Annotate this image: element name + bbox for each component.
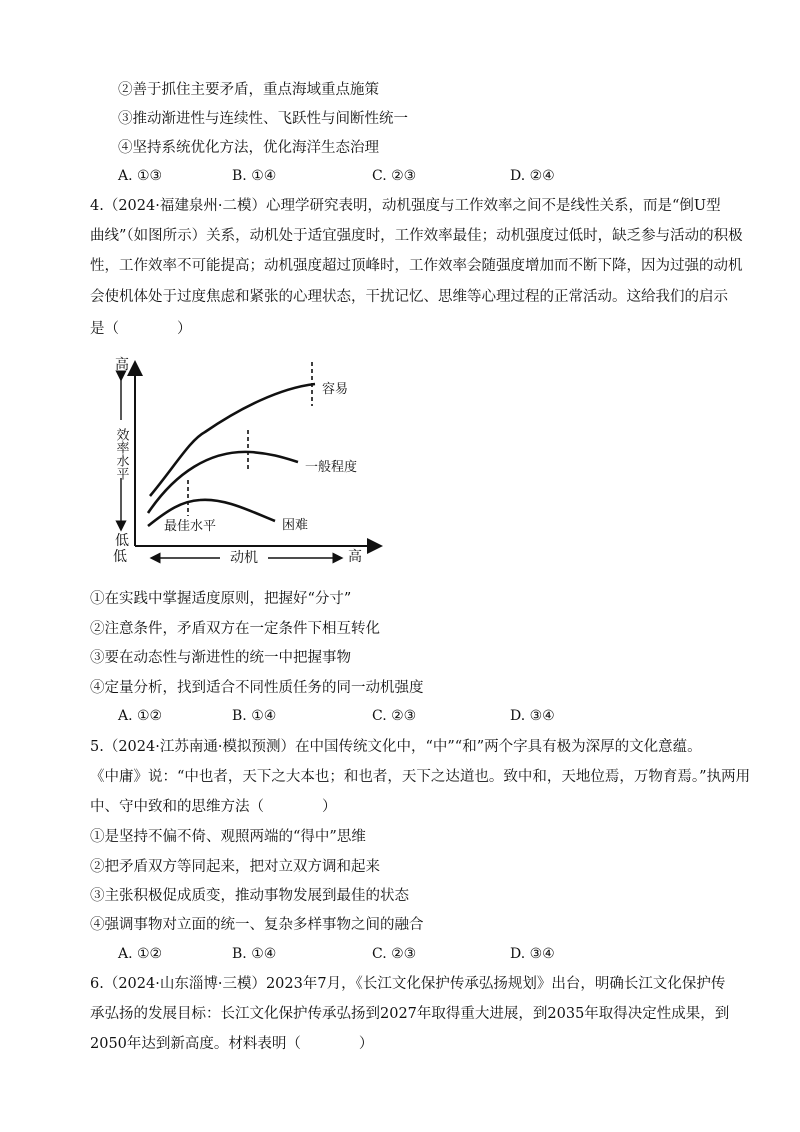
curve-hard-label: 困难 <box>282 518 309 533</box>
q3-option-a: A. ①③ <box>118 168 163 184</box>
y-axis-label: 效率水平 <box>113 428 129 480</box>
q3-option-c: C. ②③ <box>372 168 417 184</box>
q4-stem-line-4: 会使机体处于过度焦虑和紧张的心理状态，干扰记忆、思维等心理过程的正常活动。这给我们的启示 <box>90 289 728 305</box>
x-low-label: 低 <box>113 549 127 565</box>
curve-easy <box>150 384 315 496</box>
q5-stem-line-1: 5.（2024·江苏南通·模拟预测）在中国传统文化中，“中”“和”两个字具有极为深厚的文化意蕴。 <box>90 739 702 755</box>
q5-option-a: A. ①② <box>118 946 163 962</box>
q5-options <box>118 944 678 964</box>
q4-stem-line-5: 是（ ） <box>90 321 192 337</box>
q5-stem-line-3: 中、守中致和的思维方法（ ） <box>90 799 337 815</box>
optimum-label: 最佳水平 <box>164 519 217 534</box>
q4-item-3: ③要在动态性与渐进性的统一中把握事物 <box>90 650 351 666</box>
q4-stem-line-3: 性，工作效率不可能提高；动机强度超过顶峰时，工作效率会随强度增加而不断下降，因为过强的动机 <box>90 258 743 274</box>
q6-stem-line-2: 承弘扬的发展目标：长江文化保护传承弘扬到2027年取得重大进展，到2035年取得决定性成果，到 <box>90 1006 730 1022</box>
curve-medium-label: 一般程度 <box>305 460 358 475</box>
x-high-label: 高 <box>348 549 362 565</box>
q3-item-3: ③推动渐进性与连续性、飞跃性与间断性统一 <box>118 111 408 127</box>
q5-item-1: ①是坚持不偏不倚、观照两端的“得中”思维 <box>90 829 366 845</box>
q4-item-4: ④定量分析，找到适合不同性质任务的同一动机强度 <box>90 680 424 696</box>
q4-stem-line-1: 4.（2024·福建泉州·二模）心理学研究表明，动机强度与工作效率之间不是线性关系，而是“倒U型 <box>90 198 721 214</box>
q5-item-4: ④强调事物对立面的统一、复杂多样事物之间的融合 <box>90 917 424 933</box>
q4-item-2: ②注意条件，矛盾双方在一定条件下相互转化 <box>90 621 380 637</box>
q4-option-a: A. ①② <box>118 708 163 724</box>
y-low-label: 低 <box>115 533 129 549</box>
q4-option-b: B. ①④ <box>232 708 277 724</box>
q5-stem-line-2: 《中庸》说：“中也者，天下之大本也；和也者，天下之达道也。致中和，天地位焉，万物育焉。”执两用 <box>90 769 751 785</box>
q4-option-d: D. ③④ <box>510 708 555 724</box>
q3-option-d: D. ②④ <box>510 168 555 184</box>
q5-option-c: C. ②③ <box>372 946 417 962</box>
q4-options <box>118 706 678 726</box>
q5-item-2: ②把矛盾双方等同起来，把对立双方调和起来 <box>90 859 380 875</box>
q4-item-1: ①在实践中掌握适度原则，把握好“分寸” <box>90 591 352 607</box>
x-axis-label: 动机 <box>230 550 258 566</box>
inverted-u-figure <box>100 348 400 573</box>
q5-option-d: D. ③④ <box>510 946 555 962</box>
q5-item-3: ③主张积极促成质变，推动事物发展到最佳的状态 <box>90 888 409 904</box>
q3-options <box>118 166 678 186</box>
q3-item-2: ②善于抓住主要矛盾，重点海域重点施策 <box>118 82 379 98</box>
q6-stem-line-3: 2050年达到新高度。材料表明（ ） <box>90 1036 374 1052</box>
q4-option-c: C. ②③ <box>372 708 417 724</box>
q3-option-b: B. ①④ <box>232 168 277 184</box>
curve-medium <box>148 452 298 513</box>
q5-option-b: B. ①④ <box>232 946 277 962</box>
q6-stem-line-1: 6.（2024·山东淄博·三模）2023年7月，《长江文化保护传承弘扬规划》出台，明确长江文化保护传 <box>90 976 726 992</box>
y-high-label: 高 <box>115 357 129 373</box>
q3-item-4: ④坚持系统优化方法，优化海洋生态治理 <box>118 140 379 156</box>
q4-stem-line-2: 曲线”（如图所示）关系，动机处于适宜强度时，工作效率最佳；动机强度过低时，缺乏参与活动的积极 <box>90 228 743 244</box>
curve-easy-label: 容易 <box>322 382 349 397</box>
